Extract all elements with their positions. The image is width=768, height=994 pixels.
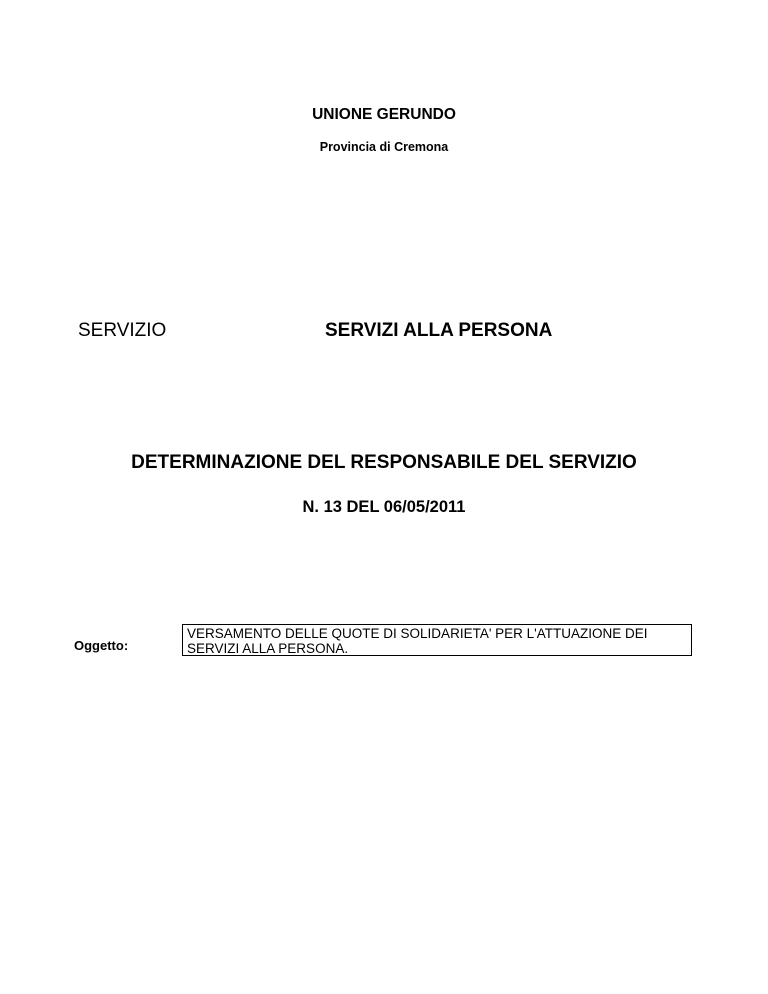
document-number: N. 13 DEL 06/05/2011 xyxy=(302,498,466,516)
subject-label: Oggetto: xyxy=(74,638,129,653)
service-value: SERVIZI ALLA PERSONA xyxy=(325,320,553,341)
subject-text-box: VERSAMENTO DELLE QUOTE DI SOLIDARIETA' PER L'ATTUAZIONE DEI SERVIZI ALLA PERSONA. xyxy=(182,624,692,656)
service-label: SERVIZIO xyxy=(78,320,167,341)
document-title: DETERMINAZIONE DEL RESPONSABILE DEL SERVIZIO xyxy=(131,452,637,473)
organization-province: Provincia di Cremona xyxy=(319,140,449,154)
organization-name: UNIONE GERUNDO xyxy=(312,106,456,123)
